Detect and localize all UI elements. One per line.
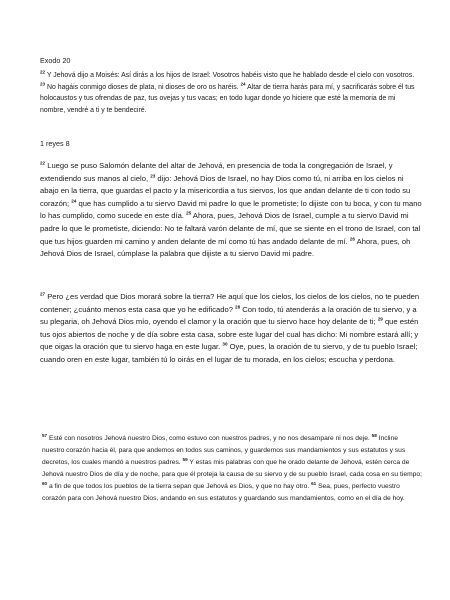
- verse-text: Y estas mis palabras con que he orado delante de Jehová, estén cerca de Jehová nuestro Dios de día y de noche, para que él proteja la causa de su siervo y de su pueblo Israel, cada cosa en su tiempo;: [42, 458, 422, 478]
- kings-passage-2: [40, 291, 422, 367]
- verse-number: 29: [377, 316, 383, 322]
- verse-text: Y Jehová dijo a Moisés: Así dirás a los hijos de Israel: Vosotros habéis visto que he hablado desde el cielo con vosotros.: [45, 72, 415, 79]
- verse-number: 59: [182, 456, 188, 462]
- verse-text: a fin de que todos los pueblos de la tierra sepan que Jehová es Dios, y que no hay otro.: [47, 482, 312, 490]
- kings-passage-1: [40, 160, 422, 261]
- exodo-heading: Exodo 20: [40, 56, 71, 65]
- verse-text: Oye, pues, la oración de tu siervo, y de tu pueblo Israel; cuando oren en este lugar, también tú lo oirás en el lugar de tu morada, en los cielos; escucha y perdona.: [40, 342, 418, 364]
- verse-text: que estén tus ojos abiertos de noche y de día sobre esta casa, sobre este lugar del cual has dicho: Mi nombre estará allí; y que oigas la oración que tu siervo haga en este lugar.: [40, 317, 419, 352]
- verse-text: Sea, pues, perfecto vuestro corazón para con Jehová nuestro Dios, andando en sus estatutos y guardando sus mandamientos, como en el día de hoy.: [42, 482, 405, 502]
- verse-text: Luego se puso Salomón delante del altar de Jehová, en presencia de toda la congregación de Israel, y extendiendo sus manos al cielo,: [40, 161, 393, 183]
- verse-text: dijo: Jehová Dios de Israel, no hay Dios como tú, ni arriba en los cielos ni abajo en la tierra, que guardas el pacto y la misericordia a tus siervos, los que andan delante de ti con todo su corazón;: [40, 173, 411, 208]
- verse-number: 24: [71, 198, 77, 204]
- verse-text: Esté con nosotros Jehová nuestro Dios, como estuvo con nuestros padres, y no nos desampare ni nos deje.: [47, 435, 372, 442]
- verse-number: 23: [150, 173, 156, 179]
- exodo-paragraph: [40, 70, 418, 117]
- verse-text: Altar de tierra harás para mí, y sacrificarás sobre él tus holocaustos y tus ofrendas de paz, tus ovejas y tus vacas; en todo lugar donde yo hiciere que esté la memoria de mi nombre, vendré a ti y te bendeciré.: [40, 83, 415, 115]
- exodo-passage: [40, 70, 418, 117]
- verse-text: Ahora, pues, Jehová Dios de Israel, cumple a tu siervo David mi padre lo que le prometiste, diciendo: No te faltará varón delante de mí, que se siente en el trono de Israel, con tal que tus hijos guarden mi camino y anden delante de mí como tú has andado delante de mí.: [40, 211, 421, 246]
- kings-paragraph-2: [40, 291, 422, 367]
- kings-paragraph-1: [40, 160, 422, 261]
- verse-number: 61: [311, 480, 317, 486]
- verse-number: 57: [42, 432, 48, 438]
- kings-heading: 1 reyes 8: [40, 139, 70, 148]
- verse-number: 58: [371, 432, 377, 438]
- verse-number: 28: [235, 304, 241, 310]
- verse-text: Incline nuestro corazón hacia él, para que andemos en todos sus caminos, y guardemos sus mandamientos y sus estatutos y sus decretos, los cuales mandó a nuestros padres.: [42, 435, 406, 466]
- verse-number: 22: [40, 160, 46, 166]
- verse-text: Pero ¿es verdad que Dios morará sobre la tierra? He aquí que los cielos, los cielos de los cielos, no te pueden contener; ¿cuánto menos esta casa que yo he edificado?: [40, 292, 420, 314]
- kings-passage-3: [42, 433, 422, 504]
- verse-text: No hagáis conmigo dioses de plata, ni dioses de oro os haréis.: [45, 83, 241, 91]
- verse-number: 60: [42, 480, 48, 486]
- verse-number: 27: [40, 291, 46, 297]
- verse-number: 22: [40, 69, 46, 75]
- verse-number: 25: [186, 210, 192, 216]
- verse-text: Ahora, pues, oh Jehová Dios de Israel, cúmplase la palabra que dijiste a tu siervo David mi padre.: [40, 236, 411, 259]
- verse-number: 30: [222, 341, 228, 347]
- verse-text: Con todo, tú atenderás a la oración de tu siervo, y a su plegaria, oh Jehová Dios mío, oyendo el clamor y la oración que tu siervo hace hoy delante de ti;: [40, 304, 417, 327]
- verse-number: 26: [349, 236, 355, 242]
- verse-text: que has cumplido a tu siervo David mi padre lo que le prometiste; lo dijiste con tu boca, y con tu mano lo has cumplido, como sucede en este día.: [40, 198, 422, 221]
- verse-number: 23: [40, 81, 46, 87]
- kings-paragraph-3: [42, 433, 422, 504]
- verse-number: 24: [240, 81, 246, 87]
